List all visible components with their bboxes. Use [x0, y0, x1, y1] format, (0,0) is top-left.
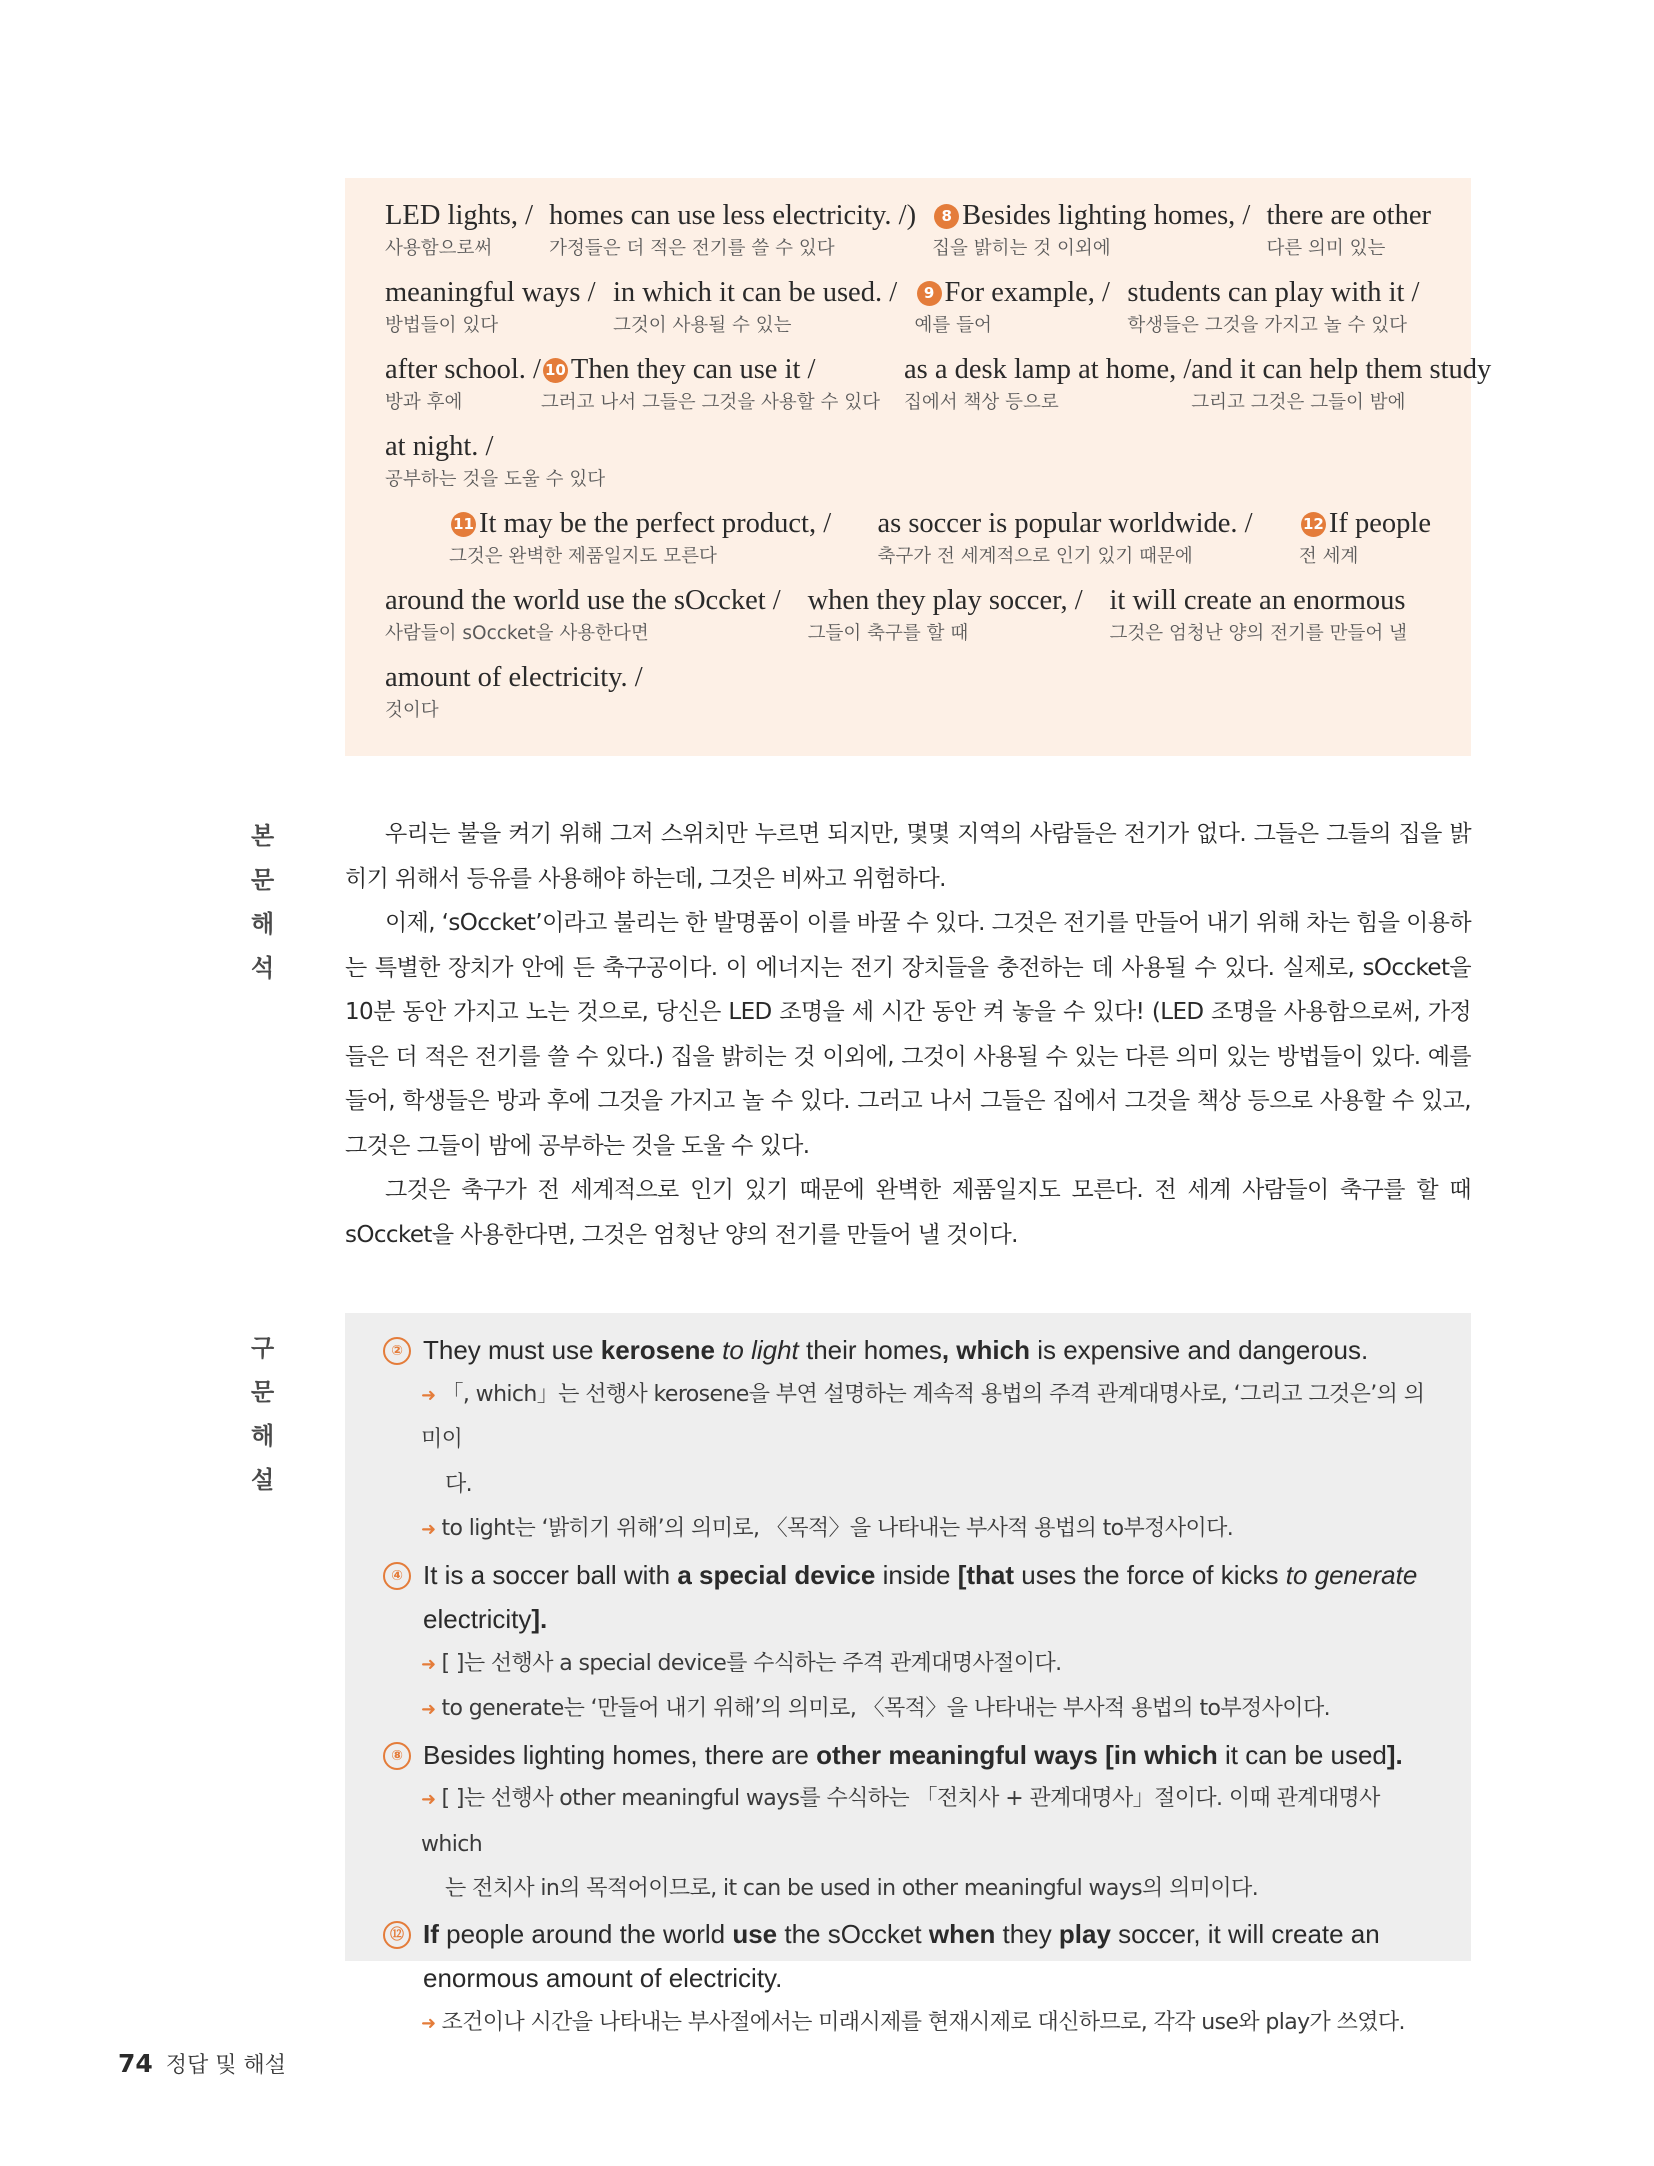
korean-gloss: 가정들은 더 적은 전기를 쓸 수 있다: [549, 238, 835, 259]
english-phrase: [904, 350, 1191, 390]
sentence-segment: If: [423, 1918, 439, 1949]
sentence-segment: [1098, 1740, 1105, 1770]
sentence-segment: to light: [722, 1335, 799, 1365]
english-text: LED lights, /: [385, 200, 534, 231]
phrase-chunk: [385, 658, 643, 724]
english-text: For example, /: [944, 277, 1110, 308]
note-text: to generate는 ‘만들어 내기 위해’의 의미로, 〈목적〉을 나타내는 부사적 용법의 to부정사이다.: [441, 1696, 1330, 1721]
english-text: students can play with it /: [1127, 277, 1420, 308]
sentence-segment: they: [995, 1918, 1059, 1949]
sentence-number-badge: 10: [543, 358, 568, 383]
english-text: homes can use less electricity. /): [549, 200, 917, 231]
english-text: when they play soccer, /: [807, 585, 1083, 616]
english-text: at night. /: [385, 431, 494, 462]
arrow-icon: ➜: [421, 2012, 436, 2034]
sentence-segment: inside: [875, 1559, 958, 1590]
page-number: 74: [118, 2049, 153, 2078]
english-phrase: [385, 581, 781, 621]
phrase-chunk: [385, 273, 596, 339]
english-text: around the world use the sOccket /: [385, 585, 781, 616]
interlinear-line: [385, 581, 1431, 647]
sentence-segment: electricity: [423, 1604, 532, 1634]
translation-paragraph: 우리는 불을 켜기 위해 그저 스위치만 누르면 되지만, 몇몇 지역의 사람들은 전기가 없다. 그들은 그들의 집을 밝히기 위해서 등유를 사용해야 하는데, 그것은 비싸고 위험하다.: [345, 821, 1471, 892]
english-phrase: [385, 427, 629, 467]
phrase-chunk: [449, 504, 831, 570]
phrase-chunk: [808, 581, 1083, 647]
note-text: to light는 ‘밝히기 위해’의 의미로, 〈목적〉을 나타내는 부사적 용법의 to부정사이다.: [441, 1516, 1234, 1541]
grammar-note: [383, 1507, 1431, 1553]
english-phrase: [1110, 581, 1431, 621]
sentence-segment: other meaningful ways: [816, 1739, 1098, 1770]
grammar-note: [383, 1687, 1431, 1733]
interlinear-line: [385, 196, 1431, 262]
english-phrase: [932, 196, 1250, 236]
english-text: there are other: [1266, 200, 1431, 231]
sentence-number-badge: ⑧: [383, 1742, 411, 1770]
phrase-chunk: [904, 350, 1191, 416]
interlinear-line: [385, 427, 1431, 493]
grammar-item: [383, 1733, 1431, 1912]
korean-gloss: 그것은 완벽한 제품일지도 모른다: [449, 546, 717, 567]
note-text: [ ]는 선행사 other meaningful ways를 수식하는 「전치사 + 관계대명사」절이다. 이때 관계대명사 which: [421, 1786, 1380, 1857]
english-text: If people: [1328, 508, 1431, 539]
phrase-chunk: [1299, 504, 1431, 570]
arrow-icon: ➜: [421, 1699, 436, 1720]
sentence-number-badge: 8: [934, 204, 959, 229]
example-sentence: [423, 1733, 1403, 1778]
english-text: It may be the perfect product, /: [479, 508, 832, 539]
sentence-segment: kerosene: [600, 1335, 715, 1365]
english-phrase: [808, 581, 1083, 621]
arrow-icon: ➜: [421, 1519, 436, 1540]
label-line: 구문: [251, 1334, 293, 1406]
english-phrase: [385, 273, 596, 313]
english-phrase: [915, 273, 1110, 313]
note-text: 조건이나 시간을 나타내는 부사절에서는 미래시제를 현재시제로 대신하므로, 각각 use와 play가 쓰였다.: [441, 2009, 1405, 2035]
interlinear-line: [385, 350, 1492, 416]
sentence-segment: , which: [941, 1335, 1030, 1365]
english-text: as soccer is popular worldwide. /: [877, 508, 1253, 539]
english-text: Besides lighting homes, /: [962, 200, 1251, 231]
phrase-chunk: [915, 273, 1110, 339]
phrase-chunk: [1127, 273, 1431, 339]
sentence-segment: to generate: [1285, 1559, 1418, 1590]
translation-section-label: [251, 814, 329, 990]
english-phrase: [449, 504, 831, 544]
korean-gloss: 학생들은 그것을 가지고 놀 수 있다: [1127, 315, 1407, 336]
interlinear-line: [385, 658, 1431, 724]
korean-gloss: 축구가 전 세계적으로 인기 있기 때문에: [877, 546, 1193, 567]
english-text: meaningful ways /: [385, 277, 596, 308]
korean-gloss: 것이다: [385, 700, 439, 721]
interlinear-translation-box: [345, 178, 1492, 756]
korean-gloss: 집에서 책상 등으로: [904, 392, 1059, 413]
korean-gloss: 그것은 엄청난 양의 전기를 만들어 낼: [1109, 623, 1407, 644]
korean-gloss: 사용함으로써: [385, 238, 493, 259]
korean-gloss: 사람들이 sOccket을 사용한다면: [385, 623, 649, 644]
phrase-chunk: [1110, 581, 1431, 647]
sentence-segment: it can be used: [1217, 1739, 1387, 1770]
english-phrase: [1299, 504, 1431, 544]
korean-gloss: 그들이 축구를 할 때: [807, 623, 969, 644]
sentence-number-badge: 12: [1301, 512, 1326, 537]
example-sentence: [423, 1328, 1368, 1373]
english-phrase: [1127, 273, 1431, 313]
phrase-chunk: [1191, 350, 1491, 416]
grammar-note: [383, 1777, 1431, 1912]
phrase-chunk: [877, 504, 1252, 570]
grammar-item: [383, 1328, 1431, 1553]
translation-paragraph: 이제, ‘sOccket’이라고 불리는 한 발명품이 이를 바꿀 수 있다. 그것은 전기를 만들어 내기 위해 차는 힘을 이용하는 특별한 장치가 안에 든 축구공이다. 이 에너지는 전기 장치들을 충전하는 데 사용될 수 있다. 실제로, sOccket을 10분 동안 가지고 노는 것으로, 당신은 LED 조명을 세 시간 동안 켜 놓을 수 있다! (LED 조명을 사용함으로써, 가정들은 더 적은 전기를 쓸 수 있다.) 집을 밝히는 것 이외에, 그것이 사용될 수 있는 다른 의미 있는 방법들이 있다. 예를 들어, 학생들은 방과 후에 그것을 가지고 놀 수 있다. 그러고 나서 그들은 집에서 그것을 책상 등으로 사용할 수 있고, 그것은 그들이 밤에 공부하는 것을 도울 수 있다.: [345, 910, 1471, 1159]
phrase-chunk: [613, 273, 897, 339]
grammar-item: [383, 1912, 1431, 2047]
english-phrase: [1191, 350, 1491, 390]
sentence-number-badge: 9: [917, 281, 942, 306]
sentence-number-badge: 11: [451, 512, 476, 537]
phrase-chunk: [932, 196, 1250, 262]
korean-gloss: 예를 들어: [914, 315, 992, 336]
phrase-chunk: [385, 350, 541, 416]
sentence-segment: They must use: [423, 1335, 601, 1365]
english-text: amount of electricity. /: [385, 662, 643, 693]
sentence-segment: their homes: [798, 1335, 942, 1365]
grammar-explanation-box: [345, 1313, 1471, 2035]
grammar-note: [383, 2001, 1431, 2047]
english-text: as a desk lamp at home, /: [904, 354, 1192, 385]
sentence-number-badge: ②: [383, 1337, 411, 1365]
label-line: 해석: [251, 910, 293, 982]
phrase-chunk: [385, 427, 629, 493]
grammar-note: [383, 1642, 1431, 1688]
english-phrase: [385, 350, 541, 390]
sentence-segment: [in which: [1105, 1739, 1218, 1770]
sentence-segment: uses the force of kicks: [1014, 1559, 1286, 1590]
interlinear-line: [385, 504, 1431, 570]
note-text: 다.: [445, 1471, 473, 1497]
sentence-number-badge: ④: [383, 1562, 411, 1590]
korean-gloss: 그러고 나서 그들은 그것을 사용할 수 있다: [540, 392, 880, 413]
grammar-note: [383, 1373, 1431, 1508]
phrase-chunk: [549, 196, 916, 262]
sentence-segment: is expensive and dangerous.: [1029, 1335, 1369, 1365]
english-text: after school. /: [385, 354, 541, 385]
english-phrase: [1266, 196, 1431, 236]
english-phrase: [385, 196, 533, 236]
sentence-segment: ].: [1386, 1739, 1403, 1770]
korean-gloss: 방과 후에: [385, 392, 463, 413]
sentence-segment: people around the world: [438, 1918, 733, 1949]
sentence-segment: use: [732, 1918, 778, 1949]
sentence-segment: Besides lighting homes, there are: [423, 1739, 817, 1770]
korean-gloss: 공부하는 것을 도울 수 있다: [385, 469, 606, 490]
label-line: 해설: [251, 1422, 293, 1494]
korean-gloss: 집을 밝히는 것 이외에: [932, 238, 1111, 259]
english-phrase: [541, 350, 904, 390]
korean-gloss: 다른 의미 있는: [1266, 238, 1386, 259]
sentence-segment: play: [1058, 1918, 1111, 1949]
korean-gloss: 방법들이 있다: [385, 315, 499, 336]
sentence-segment: a special device: [677, 1559, 876, 1590]
phrase-chunk: [541, 350, 904, 416]
sentence-segment: the sOccket: [777, 1918, 929, 1949]
note-text: 「, which」는 선행사 kerosene을 부연 설명하는 계속적 용법의 주격 관계대명사로, ‘그리고 그것은’의 의미이: [421, 1381, 1425, 1452]
translation-text: [345, 812, 1471, 1257]
sentence-number-badge: ⑫: [383, 1921, 411, 1949]
english-phrase: [385, 658, 643, 698]
english-phrase: [549, 196, 916, 236]
interlinear-line: [385, 273, 1431, 339]
korean-gloss: 그것이 사용될 수 있는: [612, 315, 792, 336]
english-text: Then they can use it /: [570, 354, 816, 385]
sentence-segment: ].: [531, 1604, 548, 1634]
arrow-icon: ➜: [421, 1789, 436, 1810]
sentence-segment: [that: [957, 1559, 1015, 1590]
label-line: 본문: [251, 822, 293, 894]
arrow-icon: ➜: [421, 1384, 436, 1406]
phrase-chunk: [385, 581, 781, 647]
korean-gloss: 그리고 그것은 그들이 밤에: [1191, 392, 1406, 413]
footer-title: 정답 및 해설: [165, 2053, 287, 2078]
english-text: in which it can be used. /: [612, 277, 898, 308]
example-sentence: [423, 1912, 1431, 2001]
sentence-segment: soccer, it will create an enormous amount of electricity.: [423, 1918, 1380, 1993]
english-phrase: [613, 273, 897, 313]
grammar-section-label: [251, 1326, 329, 1502]
english-phrase: [877, 504, 1252, 544]
sentence-segment: It is a soccer ball with: [423, 1559, 678, 1590]
phrase-chunk: [1266, 196, 1431, 262]
page-footer: [118, 2048, 286, 2079]
korean-gloss: 전 세계: [1298, 546, 1359, 567]
phrase-chunk: [385, 196, 533, 262]
note-text: 는 전치사 in의 목적어이므로, it can be used in other meaningful ways의 의미이다.: [445, 1876, 1259, 1901]
grammar-item: [383, 1553, 1431, 1733]
translation-paragraph: 그것은 축구가 전 세계적으로 인기 있기 때문에 완벽한 제품일지도 모른다. 전 세계 사람들이 축구를 할 때 sOccket을 사용한다면, 그것은 엄청난 양의 전기를 만들어 낼 것이다.: [345, 1177, 1471, 1248]
note-text: [ ]는 선행사 a special device를 수식하는 주격 관계대명사절이다.: [441, 1650, 1062, 1676]
english-text: and it can help them study: [1191, 354, 1492, 385]
sentence-segment: when: [928, 1918, 996, 1949]
english-text: it will create an enormous: [1109, 585, 1406, 616]
example-sentence: [423, 1553, 1431, 1642]
arrow-icon: ➜: [421, 1653, 436, 1675]
